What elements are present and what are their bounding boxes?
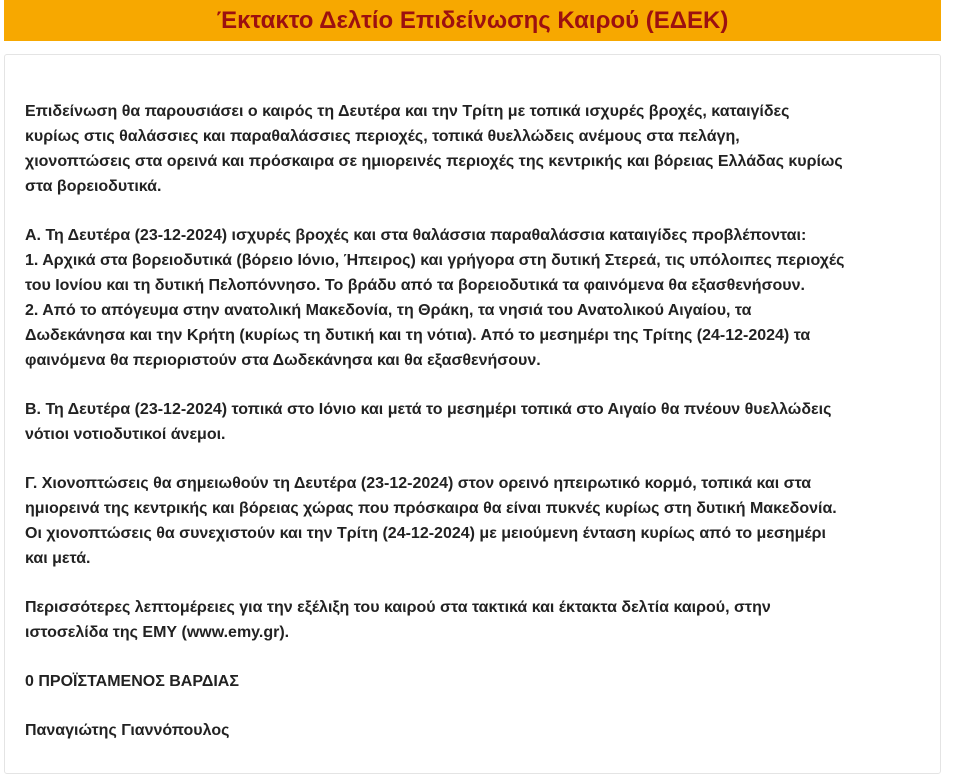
intro-line: Επιδείνωση θα παρουσιάσει ο καιρός τη Δευτέρα και την Τρίτη με τοπικά ισχυρές βροχές, καταιγίδες bbox=[25, 103, 790, 120]
section-a-line: 1. Αρχικά στα βορειοδυτικά (βόρειο Ιόνιο, Ήπειρος) και γρήγορα στη δυτική Στερεά, τις υπόλοιπες περιοχές bbox=[25, 252, 845, 269]
section-b-line: νότιοι νοτιοδυτικοί άνεμοι. bbox=[25, 426, 226, 443]
signature-role-text: 0 ΠΡΟΪΣΤΑΜΕΝΟΣ ΒΑΡΔΙΑΣ bbox=[25, 673, 239, 690]
section-a-line: φαινόμενα θα περιοριστούν στα Δωδεκάνησα και θα εξασθενήσουν. bbox=[25, 352, 541, 369]
section-a-line: 2. Από το απόγευμα στην ανατολική Μακεδονία, τη Θράκη, τα νησιά του Ανατολικού Αιγαίου, τα bbox=[25, 302, 752, 319]
signature-name-text: Παναγιώτης Γιαννόπουλος bbox=[25, 722, 230, 739]
signature-role bbox=[25, 669, 925, 694]
section-c-line: Οι χιονοπτώσεις θα συνεχιστούν και την Τρίτη (24-12-2024) με μειούμενη ένταση κυρίως από το μεσημέρι bbox=[25, 525, 826, 542]
intro-paragraph bbox=[25, 99, 925, 199]
more-info-line: ιστοσελίδα της ΕΜΥ (www.emy.gr). bbox=[25, 624, 290, 641]
section-b-paragraph bbox=[25, 397, 925, 447]
bulletin-panel bbox=[4, 54, 941, 774]
more-info-paragraph bbox=[25, 595, 925, 645]
section-c-line: ημιορεινά της κεντρικής και βόρειας χώρας που πρόσκαιρα θα είναι πυκνές κυρίως στη δυτική Μακεδονία. bbox=[25, 500, 837, 517]
bulletin-content bbox=[25, 99, 925, 767]
intro-line: κυρίως στις θαλάσσιες και παραθαλάσσιες περιοχές, τοπικά θυελλώδεις ανέμους στα πελάγη, bbox=[25, 128, 740, 145]
intro-line: χιονοπτώσεις στα ορεινά και πρόσκαιρα σε ημιορεινές περιοχές της κεντρικής και βόρειας Ελλάδας κυρίως bbox=[25, 153, 843, 170]
bulletin-header bbox=[4, 0, 941, 41]
more-info-line: Περισσότερες λεπτομέρειες για την εξέλιξη του καιρού στα τακτικά και έκτακτα δελτία καιρού, στην bbox=[25, 599, 771, 616]
section-a-paragraph bbox=[25, 223, 925, 373]
section-b-line: Β. Τη Δευτέρα (23-12-2024) τοπικά στο Ιόνιο και μετά το μεσημέρι τοπικά στο Αιγαίο θα πνέουν θυελλώδεις bbox=[25, 401, 832, 418]
section-c-line: και μετά. bbox=[25, 550, 91, 567]
section-a-line: του Ιονίου και τη δυτική Πελοπόννησο. Το βράδυ από τα βορειοδυτικά τα φαινόμενα θα εξασθενήσουν. bbox=[25, 277, 805, 294]
page-title: Έκτακτο Δελτίο Επιδείνωσης Καιρού (ΕΔΕΚ) bbox=[216, 7, 729, 34]
signature-name bbox=[25, 718, 925, 743]
intro-line: στα βορειοδυτικά. bbox=[25, 178, 162, 195]
section-c-paragraph bbox=[25, 471, 925, 571]
section-c-line: Γ. Χιονοπτώσεις θα σημειωθούν τη Δευτέρα (23-12-2024) στον ορεινό ηπειρωτικό κορμό, τοπικά και στα bbox=[25, 475, 812, 492]
section-a-line: Α. Τη Δευτέρα (23-12-2024) ισχυρές βροχές και στα θαλάσσια παραθαλάσσια καταιγίδες προβλέπονται: bbox=[25, 227, 807, 244]
section-a-line: Δωδεκάνησα και την Κρήτη (κυρίως τη δυτική και τη νότια). Από το μεσημέρι της Τρίτης (24-12-2024) τα bbox=[25, 327, 811, 344]
